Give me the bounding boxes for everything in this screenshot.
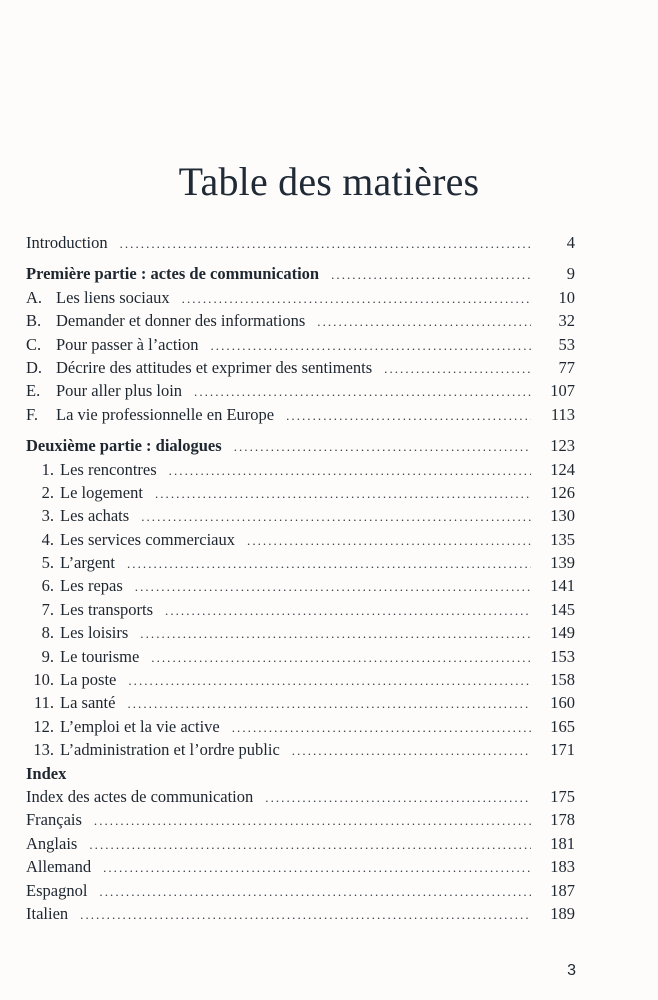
toc-entry-number: 13. bbox=[33, 740, 54, 760]
leader-dots bbox=[234, 435, 531, 458]
table-of-contents bbox=[26, 231, 575, 925]
toc-entry bbox=[26, 333, 575, 356]
toc-entry-label: Les transports bbox=[60, 599, 154, 619]
leader-dots bbox=[182, 287, 531, 310]
toc-entry-page: 187 bbox=[550, 880, 575, 900]
toc-entry bbox=[26, 832, 575, 855]
toc-entry-page: 77 bbox=[558, 357, 575, 377]
toc-entry bbox=[26, 528, 575, 551]
part-heading-page: 9 bbox=[566, 264, 575, 284]
toc-entry-page: 113 bbox=[550, 404, 575, 424]
toc-entry bbox=[26, 403, 575, 426]
toc-entry-label: Introduction bbox=[26, 233, 108, 252]
toc-entry-number: 11. bbox=[33, 693, 54, 713]
toc-entry bbox=[26, 691, 575, 714]
toc-entry-page: 4 bbox=[566, 233, 575, 252]
toc-entry-number: C. bbox=[26, 334, 42, 354]
toc-entry-label: Les achats bbox=[60, 506, 130, 526]
toc-entry-label: L’emploi et la vie active bbox=[60, 716, 220, 736]
part-heading-label: Deuxième partie : dialogues bbox=[26, 436, 222, 456]
leader-dots bbox=[141, 505, 531, 528]
toc-entry-page: 181 bbox=[550, 833, 575, 853]
toc-entry-label: Pour aller plus loin bbox=[56, 381, 183, 401]
toc-entry-number: 2. bbox=[41, 482, 54, 502]
leader-dots bbox=[128, 669, 531, 692]
page-title: Table des matières bbox=[178, 159, 480, 204]
leader-dots bbox=[169, 459, 531, 482]
toc-entry-page: 124 bbox=[550, 459, 575, 479]
toc-entry-page: 145 bbox=[550, 599, 575, 619]
toc-entry bbox=[26, 574, 575, 597]
part-2-list bbox=[26, 458, 575, 762]
toc-entry-label: La santé bbox=[60, 693, 116, 713]
toc-entry-number: 6. bbox=[41, 576, 54, 596]
toc-entry bbox=[26, 738, 575, 761]
leader-dots bbox=[317, 310, 531, 333]
toc-entry-page: 178 bbox=[550, 810, 575, 830]
leader-dots bbox=[94, 809, 531, 832]
toc-entry-page: 153 bbox=[550, 646, 575, 666]
toc-entry-number: 8. bbox=[41, 623, 54, 643]
toc-entry-number: E. bbox=[26, 381, 41, 401]
toc-entry-label: La vie professionnelle en Europe bbox=[56, 404, 275, 424]
toc-entry-introduction bbox=[26, 231, 575, 254]
leader-dots bbox=[155, 482, 531, 505]
leader-dots bbox=[135, 575, 531, 598]
toc-entry bbox=[26, 621, 575, 644]
leader-dots bbox=[80, 903, 531, 926]
leader-dots bbox=[140, 622, 531, 645]
toc-entry-label: Anglais bbox=[26, 833, 78, 853]
toc-entry bbox=[26, 855, 575, 878]
part-1-list bbox=[26, 286, 575, 426]
toc-entry-page: 165 bbox=[550, 716, 575, 736]
leader-dots bbox=[99, 880, 531, 903]
toc-entry-page: 10 bbox=[558, 287, 575, 307]
toc-entry-label: La poste bbox=[60, 670, 117, 690]
toc-entry bbox=[26, 379, 575, 402]
toc-entry-label: Les rencontres bbox=[60, 459, 157, 479]
page-number: 3 bbox=[567, 962, 576, 979]
toc-entry-page: 139 bbox=[550, 553, 575, 573]
leader-dots bbox=[89, 833, 531, 856]
toc-entry bbox=[26, 808, 575, 831]
toc-entry-page: 130 bbox=[550, 506, 575, 526]
toc-entry bbox=[26, 504, 575, 527]
leader-dots bbox=[265, 786, 531, 809]
leader-dots bbox=[247, 529, 531, 552]
toc-entry bbox=[26, 879, 575, 902]
part-heading-label: Première partie : actes de communication bbox=[26, 264, 320, 284]
leader-dots bbox=[211, 334, 532, 357]
toc-entry-label: Le logement bbox=[60, 482, 143, 502]
toc-entry bbox=[26, 715, 575, 738]
leader-dots bbox=[151, 646, 531, 669]
toc-entry-label: Décrire des attitudes et exprimer des sentiments bbox=[56, 357, 373, 377]
leader-dots bbox=[127, 692, 531, 715]
toc-entry-number: B. bbox=[26, 311, 42, 331]
toc-entry-page: 107 bbox=[550, 381, 575, 401]
leader-dots bbox=[384, 357, 531, 380]
toc-entry-label: Index des actes de communication bbox=[26, 786, 254, 806]
toc-entry-number: 9. bbox=[41, 646, 54, 666]
toc-entry bbox=[26, 645, 575, 668]
leader-dots bbox=[286, 404, 531, 427]
toc-entry-label: Pour passer à l’action bbox=[56, 334, 199, 354]
toc-entry bbox=[26, 598, 575, 621]
toc-index-heading bbox=[26, 762, 575, 785]
toc-entry-label: Les services commerciaux bbox=[60, 529, 236, 549]
toc-entry-page: 183 bbox=[550, 857, 575, 877]
toc-entry-label: L’administration et l’ordre public bbox=[60, 740, 280, 760]
toc-entry-number: 1. bbox=[41, 459, 54, 479]
toc-entry-label: Les repas bbox=[60, 576, 123, 596]
toc-entry bbox=[26, 785, 575, 808]
toc-entry-label: Italien bbox=[26, 903, 69, 923]
toc-entry-page: 135 bbox=[550, 529, 575, 549]
toc-entry-label: Français bbox=[26, 810, 82, 830]
toc-entry bbox=[26, 481, 575, 504]
toc-entry-page: 141 bbox=[550, 576, 575, 596]
toc-part-2-heading bbox=[26, 434, 575, 457]
toc-entry bbox=[26, 668, 575, 691]
toc-entry-page: 158 bbox=[550, 670, 575, 690]
toc-entry-page: 126 bbox=[550, 482, 575, 502]
toc-entry-label: Allemand bbox=[26, 857, 92, 877]
toc-entry bbox=[26, 458, 575, 481]
leader-dots bbox=[292, 739, 531, 762]
toc-entry-number: A. bbox=[26, 287, 43, 307]
toc-entry-number: 10. bbox=[33, 670, 54, 690]
toc-entry-page: 189 bbox=[550, 903, 575, 923]
leader-dots bbox=[165, 599, 531, 622]
toc-entry-number: 5. bbox=[41, 553, 54, 573]
toc-entry-page: 171 bbox=[550, 740, 575, 760]
toc-entry-page: 160 bbox=[550, 693, 575, 713]
toc-entry-page: 149 bbox=[550, 623, 575, 643]
toc-entry-number: 3. bbox=[41, 506, 54, 526]
toc-entry-label: L’argent bbox=[60, 553, 115, 573]
toc-entry-label: Les loisirs bbox=[60, 623, 129, 643]
toc-entry-label: Les liens sociaux bbox=[56, 287, 170, 307]
toc-entry-page: 53 bbox=[558, 334, 575, 354]
toc-entry-number: F. bbox=[26, 404, 38, 424]
toc-entry bbox=[26, 902, 575, 925]
toc-entry-label: Le tourisme bbox=[60, 646, 140, 666]
toc-entry-label: Demander et donner des informations bbox=[56, 311, 306, 331]
leader-dots bbox=[103, 856, 531, 879]
toc-entry-label: Espagnol bbox=[26, 880, 88, 900]
toc-entry bbox=[26, 356, 575, 379]
toc-entry-number: 12. bbox=[33, 716, 54, 736]
index-heading-label: Index bbox=[26, 763, 67, 783]
toc-entry-page: 175 bbox=[550, 786, 575, 806]
leader-dots bbox=[331, 263, 531, 286]
toc-entry-number: 4. bbox=[41, 529, 54, 549]
toc-entry-number: D. bbox=[26, 357, 43, 377]
part-heading-page: 123 bbox=[550, 436, 575, 456]
toc-entry-number: 7. bbox=[41, 599, 54, 619]
index-list bbox=[26, 785, 575, 925]
leader-dots bbox=[194, 380, 531, 403]
leader-dots bbox=[127, 552, 531, 575]
toc-entry-page: 32 bbox=[558, 311, 575, 331]
toc-entry bbox=[26, 309, 575, 332]
toc-entry bbox=[26, 551, 575, 574]
leader-dots bbox=[232, 716, 531, 739]
toc-entry bbox=[26, 286, 575, 309]
leader-dots bbox=[120, 232, 531, 255]
toc-part-1-heading bbox=[26, 262, 575, 285]
